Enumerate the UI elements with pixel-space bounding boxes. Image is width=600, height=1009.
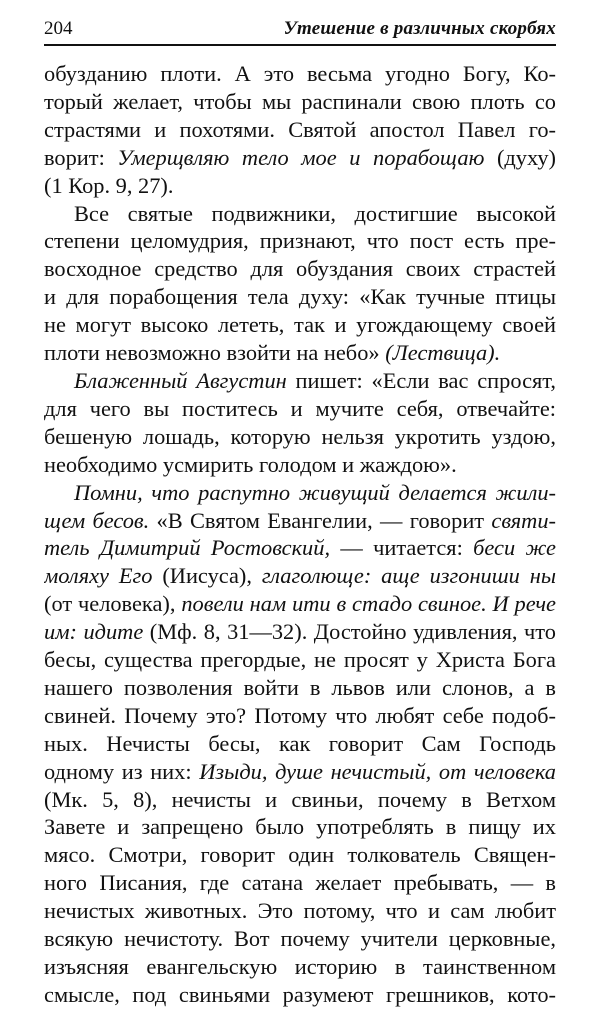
- text-line: [44, 897, 556, 925]
- text-line: [44, 116, 556, 144]
- text-line: [44, 674, 556, 702]
- text-segment: всякую нечистоту. Вот почему учители церковные,: [44, 926, 556, 952]
- text-line: [44, 507, 556, 535]
- text-line: [44, 925, 556, 953]
- text-line: [44, 60, 556, 88]
- book-page: [44, 10, 556, 1009]
- text-segment: (духу): [484, 144, 556, 170]
- text-segment: свиней. Почему это? Потому что любят себе подоб-: [44, 702, 556, 728]
- text-line: [44, 395, 556, 423]
- italic-segment: им: идите: [44, 619, 144, 645]
- text-segment: — читается:: [330, 535, 474, 561]
- italic-segment: повели нам ити в стадо свиное. И рече: [181, 591, 556, 617]
- text-line: [44, 172, 556, 200]
- text-segment: «В Святом Евангелии, — говорит: [149, 507, 492, 533]
- text-line: [44, 367, 556, 395]
- text-segment: необходимо усмирить голодом и жаждою».: [44, 451, 457, 477]
- text-segment: страстями и похотями. Святой апостол Павел го-: [44, 116, 556, 142]
- text-line: [44, 841, 556, 869]
- text-segment: обузданию плоти. А это весьма угодно Богу, Ко-: [44, 61, 556, 86]
- text-line: [44, 339, 556, 367]
- text-line: [44, 311, 556, 339]
- text-line: [44, 702, 556, 730]
- text-segment: бешеную лошадь, которую нельзя укротить уздою,: [44, 423, 556, 449]
- text-segment: Все святые подвижники, достигшие высокой: [74, 200, 556, 226]
- text-line: [44, 953, 556, 981]
- text-line: [44, 646, 556, 674]
- text-segment: мясо. Смотри, говорит один толкователь Священ-: [44, 842, 556, 868]
- body-text: [44, 60, 556, 1009]
- text-line: [44, 144, 556, 172]
- text-line: [44, 451, 556, 479]
- text-segment: не могут высоко лететь, так и угождающему своей: [44, 312, 556, 338]
- text-segment: нашего позволения войти в львов или слонов, а в: [44, 674, 556, 700]
- text-line: [44, 423, 556, 451]
- text-line: [44, 534, 556, 562]
- text-line: [44, 562, 556, 590]
- text-line: [44, 200, 556, 228]
- text-segment: (Иисуса),: [152, 563, 262, 589]
- italic-segment: святи-: [491, 507, 556, 533]
- header-rule: [44, 44, 556, 46]
- italic-segment: Помни, что распутно живущий делается жили-: [74, 479, 556, 505]
- page-header: [44, 10, 556, 40]
- italic-segment: тель Димитрий Ростовский,: [44, 535, 331, 561]
- text-segment: (1 Кор. 9, 27).: [44, 172, 174, 198]
- text-segment: нечистых животных. Это потому, что и сам любит: [44, 898, 556, 924]
- text-line: [44, 479, 556, 507]
- text-segment: ворит:: [44, 144, 118, 170]
- text-segment: и для порабощения тела духу: «Как тучные птицы: [44, 284, 556, 310]
- text-line: [44, 758, 556, 786]
- italic-segment: глаголюще: аще изгониши ны: [261, 563, 556, 589]
- text-segment: (Мф. 8, 31—32). Достойно удивления, что: [143, 619, 556, 645]
- italic-segment: (Лествица).: [385, 340, 501, 366]
- text-segment: степени целомудрия, признают, что пост есть пре-: [44, 228, 556, 254]
- text-line: [44, 786, 556, 814]
- text-line: [44, 813, 556, 841]
- italic-segment: Блаженный Августин: [74, 367, 287, 393]
- text-line: [44, 981, 556, 1009]
- italic-segment: беси же: [473, 535, 556, 561]
- text-segment: для чего вы поститесь и мучите себя, отвечайте:: [44, 395, 556, 421]
- text-segment: одному из них:: [44, 758, 200, 784]
- text-line: [44, 618, 556, 646]
- italic-segment: щем бесов.: [44, 507, 150, 533]
- text-segment: плоти невозможно взойти на небо»: [44, 340, 386, 366]
- text-line: [44, 227, 556, 255]
- text-segment: (Мк. 5, 8), нечисты и свиньи, почему в Ветхом: [44, 786, 556, 812]
- italic-segment: Изыди, душе нечистый, от человека: [199, 758, 556, 784]
- running-title: Утешение в различных скорбях: [283, 18, 556, 39]
- text-segment: бесы, существа прегордые, не просят у Христа Бога: [44, 647, 556, 673]
- text-segment: ных. Нечисты бесы, как говорит Сам Господь: [44, 730, 556, 756]
- text-segment: Завете и запрещено было употреблять в пищу их: [44, 814, 556, 840]
- text-segment: пишет: «Если вас спросят,: [286, 367, 556, 393]
- text-segment: (от человека),: [44, 591, 182, 617]
- text-line: [44, 869, 556, 897]
- text-segment: изъясняя евангельскую историю в таинственном: [44, 954, 556, 979]
- text-line: [44, 590, 556, 618]
- text-line: [44, 88, 556, 116]
- text-line: [44, 283, 556, 311]
- text-segment: смысле, под свиньями разумеют грешников, кото-: [44, 981, 556, 1007]
- text-line: [44, 255, 556, 283]
- italic-segment: Умерщвляю тело мое и порабощаю: [117, 144, 485, 170]
- text-segment: торый желает, чтобы мы распинали свою плоть со: [44, 88, 556, 114]
- page-number: 204: [44, 18, 73, 39]
- text-segment: восходное средство для обуздания своих страстей: [44, 256, 556, 282]
- text-segment: ного Писания, где сатана желает пребывать, — в: [44, 870, 556, 896]
- text-line: [44, 730, 556, 758]
- italic-segment: моляху Его: [44, 563, 153, 589]
